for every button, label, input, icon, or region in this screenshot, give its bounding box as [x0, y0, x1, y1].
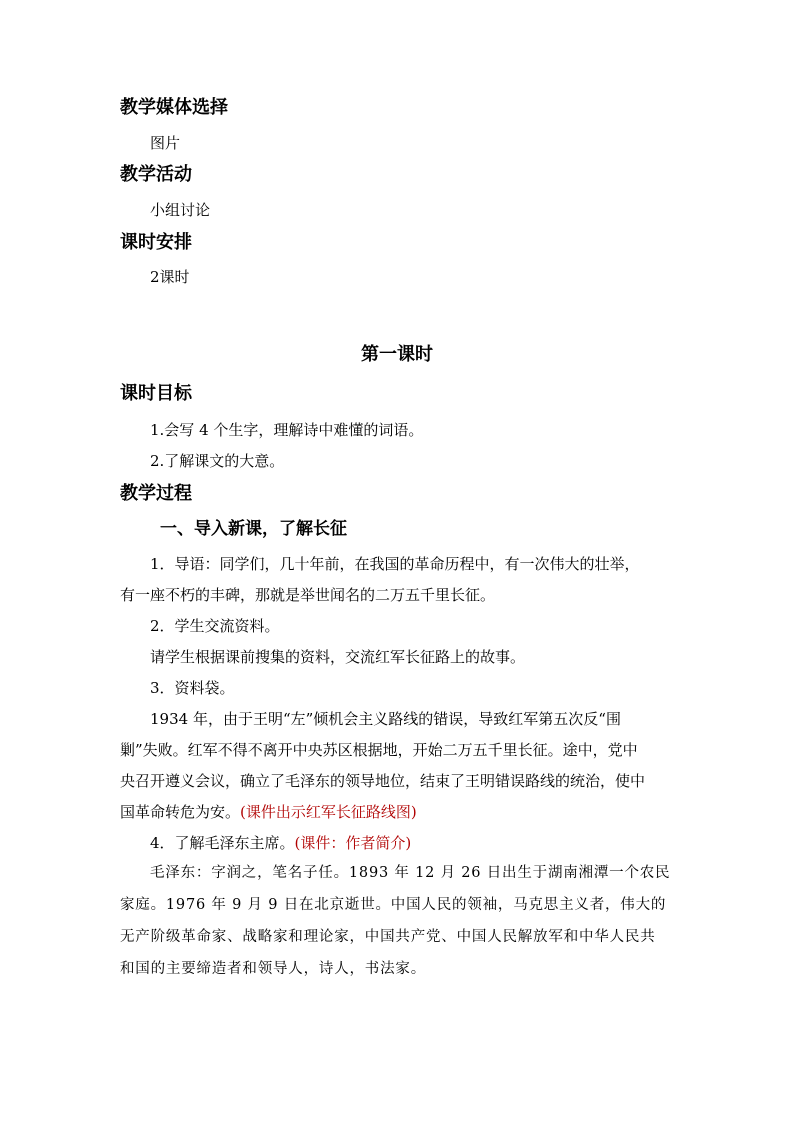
- media-value: 图片: [150, 134, 181, 152]
- schedule-value: 2课时: [150, 268, 190, 286]
- goal-item-2: 2.了解课文的大意。: [150, 452, 285, 470]
- activity-value: 小组讨论: [150, 201, 211, 219]
- media-heading: 教学媒体选择: [120, 97, 228, 118]
- schedule-heading: 课时安排: [120, 232, 192, 253]
- history-line-1: 1934 年，由于王明“左”倾机会主义路线的错误，导致红军第五次反“围: [150, 710, 621, 728]
- history-line-4: [120, 797, 676, 828]
- bio-line-2: 家庭。1976 年 9 月 9 日在北京逝世。中国人民的领袖，马克思主义者，伟大的: [120, 897, 667, 913]
- intro-line-2: 有一座不朽的丰碑，那就是举世闻名的二万五千里长征。: [120, 586, 496, 604]
- process-heading: 教学过程: [120, 483, 192, 504]
- courseware-route-note: (课件出示红军长征路线图): [240, 803, 417, 821]
- item-3: 3．资料袋。: [150, 679, 235, 697]
- history-line-4-text: 国革命转危为安。: [120, 803, 241, 821]
- item-2-detail: 请学生根据课前搜集的资料，交流红军长征路上的故事。: [150, 648, 526, 666]
- bio-line-4: 和国的主要缔造者和领导人，诗人，书法家。: [120, 961, 426, 977]
- goals-heading: 课时目标: [120, 383, 192, 404]
- bio-line-1: 毛泽东：字润之，笔名子任。1893 年 12 月 26 日出生于湖南湘潭一个农民: [150, 865, 671, 881]
- bio-line-3: 无产阶级革命家、战略家和理论家，中国共产党、中国人民解放军和中华人民共: [120, 929, 656, 945]
- courseware-author-note: (课件：作者简介): [294, 834, 412, 852]
- intro-paragraph: [120, 549, 676, 859]
- lesson-title: 第一课时: [361, 344, 433, 365]
- history-line-2: 剿”失败。红军不得不离开中央苏区根据地，开始二万五千里长征。途中，党中: [120, 741, 638, 759]
- item-4: [120, 828, 676, 859]
- item-2: 2．学生交流资料。: [150, 617, 280, 635]
- activity-heading: 教学活动: [120, 164, 192, 185]
- step-heading: 一、导入新课，了解长征: [160, 519, 347, 539]
- intro-line-1: 1．导语：同学们，几十年前，在我国的革命历程中，有一次伟大的壮举，: [150, 555, 640, 573]
- goal-item-1: 1.会写 4 个生字，理解诗中难懂的词语。: [150, 421, 424, 439]
- item-4-text: 4．了解毛泽东主席。: [150, 834, 295, 852]
- author-bio: [120, 857, 678, 985]
- history-line-3: 央召开遵义会议，确立了毛泽东的领导地位，结束了王明错误路线的统治，使中: [120, 772, 646, 790]
